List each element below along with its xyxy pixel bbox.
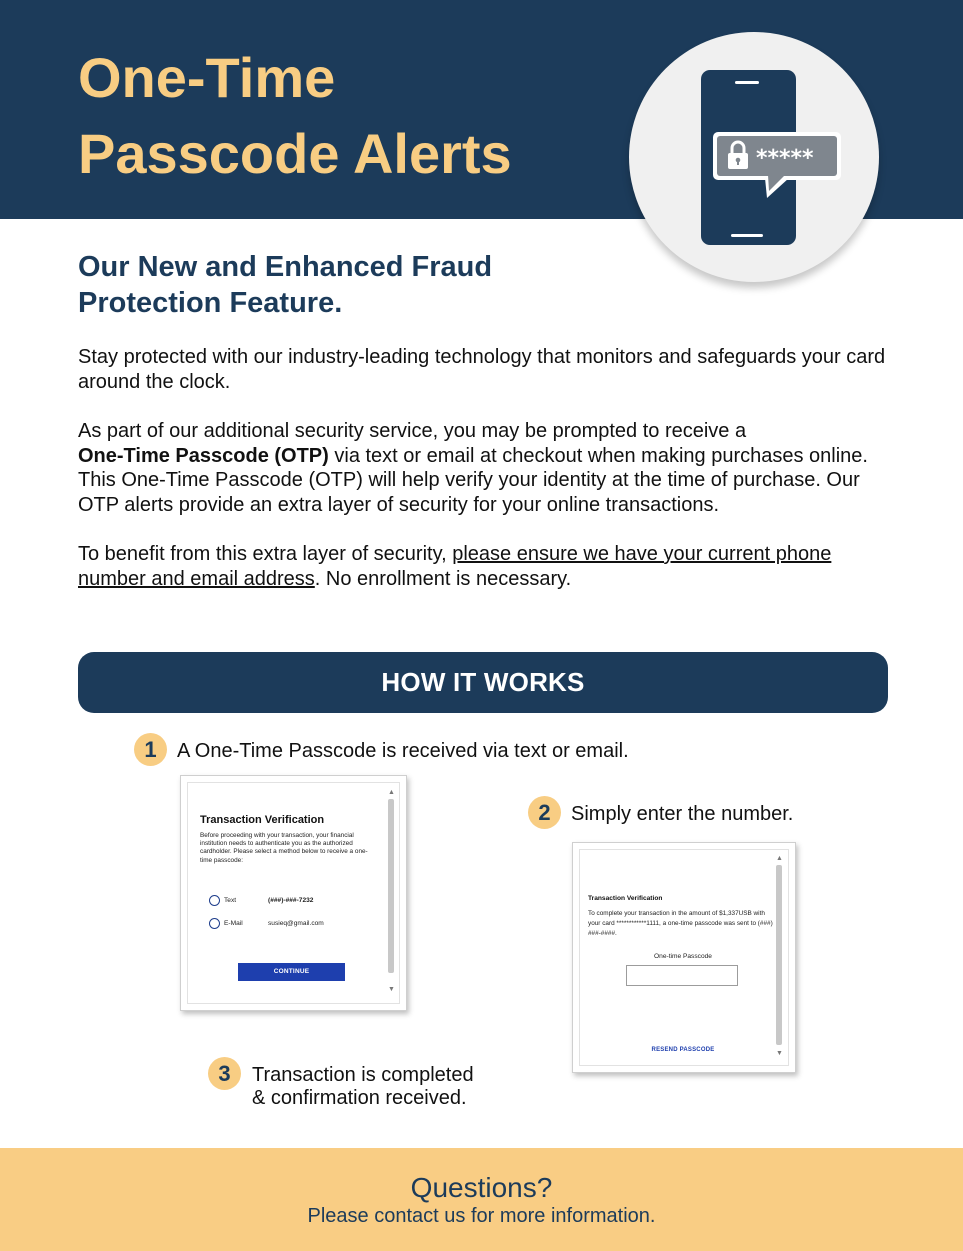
scrollbar bbox=[776, 865, 782, 1045]
scroll-down-icon: ▼ bbox=[388, 986, 395, 993]
otp-bold-term: One-Time Passcode (OTP) bbox=[78, 444, 329, 467]
footer-banner bbox=[0, 1148, 963, 1251]
text-option-radio bbox=[209, 895, 220, 906]
footer-question: Questions? bbox=[410, 1172, 553, 1203]
email-option-label: E-Mail bbox=[224, 920, 243, 927]
verification-title: Transaction Verification bbox=[588, 895, 663, 902]
passcode-input bbox=[626, 965, 738, 986]
scrollbar bbox=[388, 799, 394, 973]
email-option-value: susieq@gmail.com bbox=[268, 920, 324, 927]
enter-passcode-screenshot bbox=[572, 842, 796, 1073]
phone-lock-icon bbox=[629, 32, 879, 282]
page-title bbox=[78, 40, 512, 192]
step-3-line-2: & confirmation received. bbox=[252, 1087, 467, 1109]
p3-text-before: To benefit from this extra layer of security, bbox=[78, 543, 453, 565]
how-it-works-heading: HOW IT WORKS bbox=[381, 667, 585, 697]
step-3-badge: 3 bbox=[208, 1057, 241, 1090]
scroll-down-icon: ▼ bbox=[776, 1050, 783, 1057]
passcode-label: One-time Passcode bbox=[654, 953, 712, 960]
text-option-label: Text bbox=[224, 897, 237, 904]
verification-description: Before proceeding with your transaction, your financial institution needs to authenticate you as the authorized cardholder. Please select a method below to receive a one-time passcode: bbox=[200, 832, 368, 864]
p2-text-before: As part of our additional security service, you may be prompted to receive a bbox=[78, 420, 747, 442]
step-1-text: A One-Time Passcode is received via text or email. bbox=[177, 740, 629, 762]
scroll-up-icon: ▲ bbox=[388, 789, 395, 796]
how-it-works-banner bbox=[78, 652, 888, 713]
section-subtitle bbox=[78, 249, 598, 321]
password-mask-text: ***** bbox=[756, 146, 814, 171]
verification-method-screenshot bbox=[180, 775, 407, 1011]
intro-paragraph-2 bbox=[78, 419, 888, 517]
verification-title: Transaction Verification bbox=[200, 814, 325, 826]
step-1-badge: 1 bbox=[134, 733, 167, 766]
subtitle-line-1: Our New and Enhanced Fraud bbox=[78, 251, 493, 283]
step-3-line-1: Transaction is completed bbox=[252, 1064, 474, 1086]
resend-passcode-link: RESEND PASSCODE bbox=[651, 1047, 715, 1053]
title-line-1: One-Time bbox=[78, 46, 336, 109]
verification-description: To complete your transaction in the amount of $1,337USB with your card ************1111, a one-time passcode was sent to (###) ###-####. bbox=[588, 910, 773, 937]
footer-contact: Please contact us for more information. bbox=[307, 1205, 656, 1227]
scroll-up-icon: ▲ bbox=[776, 855, 783, 862]
p2-text-after: via text or email at checkout when making purchases online. This One-Time Passcode (OTP) will help verify your identity at the time of purchase. Our OTP alerts provide an extra layer of security for your online transactions. bbox=[78, 444, 868, 516]
intro-paragraph-1: Stay protected with our industry-leading technology that monitors and safeguards your card around the clock. bbox=[78, 346, 886, 393]
p3-text-after: . No enrollment is necessary. bbox=[314, 567, 572, 590]
intro-paragraph-3 bbox=[78, 542, 888, 591]
continue-button: CONTINUE bbox=[238, 963, 345, 981]
email-option-radio bbox=[209, 918, 220, 929]
phone-lock-badge bbox=[629, 32, 879, 282]
step-2-text: Simply enter the number. bbox=[571, 803, 794, 825]
text-option-value: (###)-###-7232 bbox=[268, 897, 314, 904]
update-contact-link[interactable]: please ensure we have your current phone number and email address bbox=[78, 543, 832, 590]
subtitle-line-2: Protection Feature. bbox=[78, 287, 343, 319]
title-line-2: Passcode Alerts bbox=[78, 122, 512, 185]
step-2-badge: 2 bbox=[528, 796, 561, 829]
step-3-text bbox=[252, 1064, 474, 1110]
